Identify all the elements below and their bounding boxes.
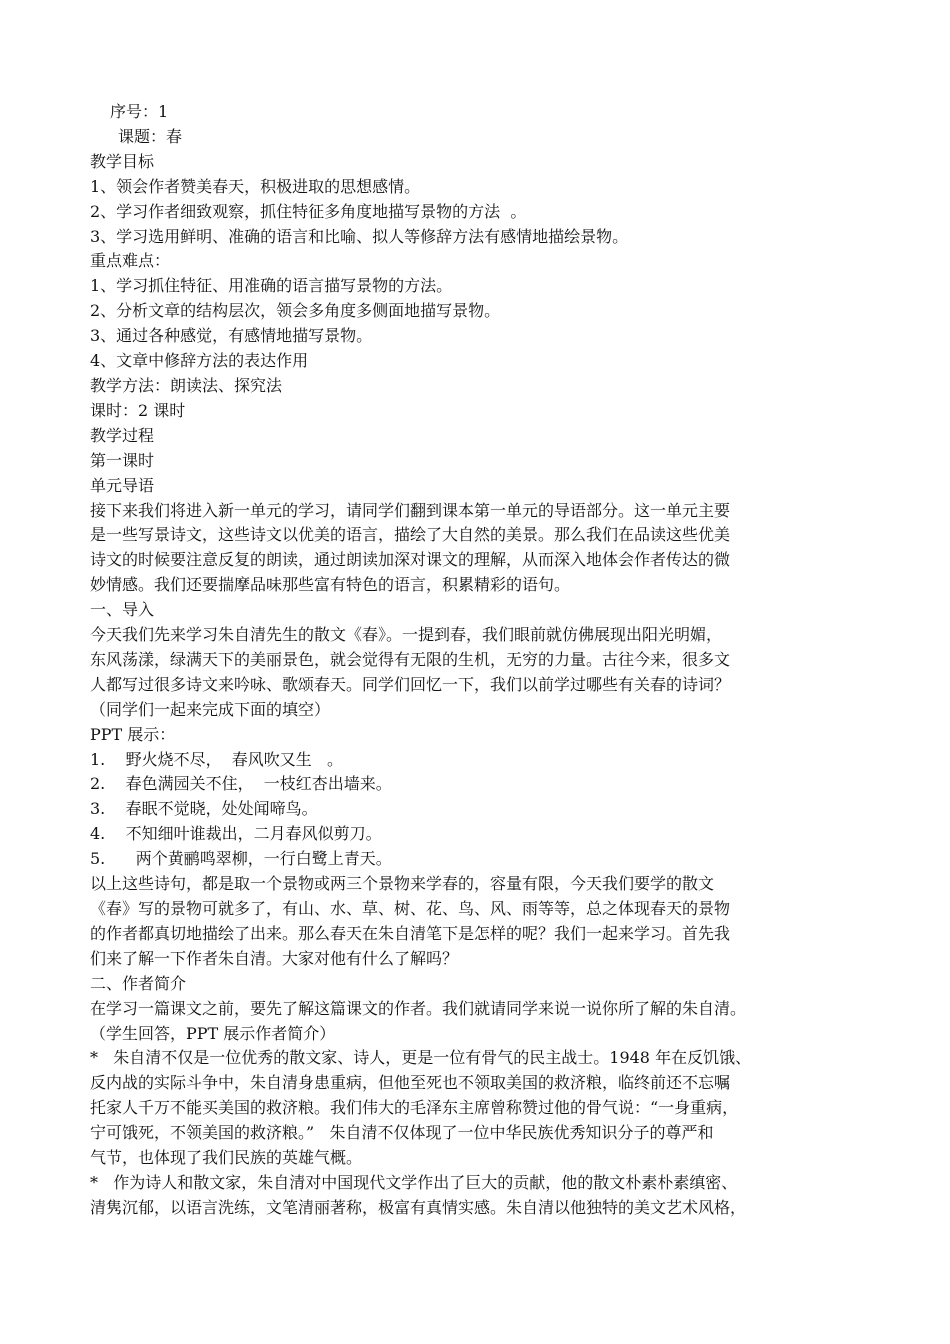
text-lines — [90, 150, 865, 1221]
text-line: （学生回答，PPT 展示作者简介） — [90, 1023, 336, 1043]
text-line: * 朱自清不仅是一位优秀的散文家、诗人，更是一位有骨气的民主战士。1948 年在反饥饿、 — [90, 1048, 752, 1068]
text-line: 4. 不知细叶谁裁出，二月春风似剪刀。 — [90, 824, 382, 844]
text-line: 1、领会作者赞美春天，积极进取的思想感情。 — [90, 176, 421, 196]
text-line: 二、作者简介 — [90, 973, 187, 993]
text-line: 一、导入 — [90, 600, 155, 620]
document-body — [90, 100, 865, 1221]
text-line: 单元导语 — [90, 475, 155, 495]
text-line: 5. 两个黄鹂鸣翠柳，一行白鹭上青天。 — [90, 849, 392, 869]
text-line: 教学过程 — [90, 425, 155, 445]
text-line: 的作者都真切地描绘了出来。那么春天在朱自清笔下是怎样的呢？我们一起来学习。首先我 — [90, 923, 731, 943]
text-line: 3、通过各种感觉，有感情地描写景物。 — [90, 326, 373, 346]
text-line: 课时：2 课时 — [90, 400, 186, 420]
text-line: 东风荡漾，绿满天下的美丽景色，就会觉得有无限的生机，无穷的力量。古往今来，很多文 — [90, 649, 731, 669]
text-line: 2. 春色满园关不住， 一枝红杏出墙来。 — [90, 774, 392, 794]
text-line: 教学目标 — [90, 151, 155, 171]
text-line: 4、文章中修辞方法的表达作用 — [90, 351, 309, 371]
serial-number: 序号：1 — [110, 102, 169, 121]
text-line: 诗文的时候要注意反复的朗读，通过朗读加深对课文的理解，从而深入地体会作者传达的微 — [90, 550, 731, 570]
text-line: 第一课时 — [90, 450, 155, 470]
lesson-topic: 课题：春 — [118, 126, 183, 146]
text-line: 3、学习选用鲜明、准确的语言和比喻、拟人等修辞方法有感情地描绘景物。 — [90, 226, 629, 246]
text-line: 们来了解一下作者朱自清。大家对他有什么了解吗？ — [90, 948, 459, 968]
text-line: 气节，也体现了我们民族的英雄气概。 — [90, 1148, 363, 1168]
text-line: 2、分析文章的结构层次，领会多角度多侧面地描写景物。 — [90, 301, 501, 321]
text-line: * 作为诗人和散文家，朱自清对中国现代文学作出了巨大的贡献，他的散文朴素朴素缜密、 — [90, 1172, 738, 1192]
text-line: 《春》写的景物可就多了，有山、水、草、树、花、鸟、风、雨等等，总之体现春天的景物 — [90, 899, 731, 918]
text-line: 在学习一篇课文之前，要先了解这篇课文的作者。我们就请同学来说一说你所了解的朱自清。 — [90, 998, 747, 1018]
text-line: 宁可饿死，不领美国的救济粮。” 朱自清不仅体现了一位中华民族优秀知识分子的尊严和 — [90, 1123, 714, 1143]
text-line: 接下来我们将进入新一单元的学习，请同学们翻到课本第一单元的导语部分。这一单元主要 — [90, 500, 731, 520]
text-line: 1、学习抓住特征、用准确的语言描写景物的方法。 — [90, 276, 453, 296]
text-line: 人都写过很多诗文来吟咏、歌颂春天。同学们回忆一下，我们以前学过哪些有关春的诗词？ — [90, 674, 731, 694]
text-line: 反内战的实际斗争中，朱自清身患重病，但他至死也不领取美国的救济粮，临终前还不忘嘱 — [90, 1073, 731, 1093]
text-line: 3. 春眠不觉晓，处处闻啼鸟。 — [90, 799, 318, 819]
text-line: 教学方法：朗读法、探究法 — [90, 375, 283, 395]
text-line: 重点难点： — [90, 251, 171, 271]
text-line: 托家人千万不能买美国的救济粮。我们伟大的毛泽东主席曾称赞过他的骨气说：“一身重病， — [90, 1098, 739, 1118]
text-line: 清隽沉郁，以语言洗练，文笔清丽著称，极富有真情实感。朱自清以他独特的美文艺术风格， — [90, 1197, 747, 1217]
text-line: 妙情感。我们还要揣摩品味那些富有特色的语言，积累精彩的语句。 — [90, 575, 571, 595]
text-line: PPT 展示： — [90, 724, 176, 744]
text-line: 是一些写景诗文，这些诗文以优美的语言，描绘了大自然的美景。那么我们在品读这些优美 — [90, 525, 731, 545]
text-line: 今天我们先来学习朱自清先生的散文《春》。一提到春，我们眼前就仿佛展现出阳光明媚， — [90, 625, 723, 645]
text-line: 2、学习作者细致观察，抓住特征多角度地描写景物的方法 。 — [90, 201, 527, 221]
text-line: 以上这些诗句，都是取一个景物或两三个景物来学春的，容量有限，今天我们要学的散文 — [90, 874, 715, 894]
text-line: （同学们一起来完成下面的填空） — [90, 699, 331, 719]
text-line: 1. 野火烧不尽， 春风吹又生 。 — [90, 749, 344, 769]
